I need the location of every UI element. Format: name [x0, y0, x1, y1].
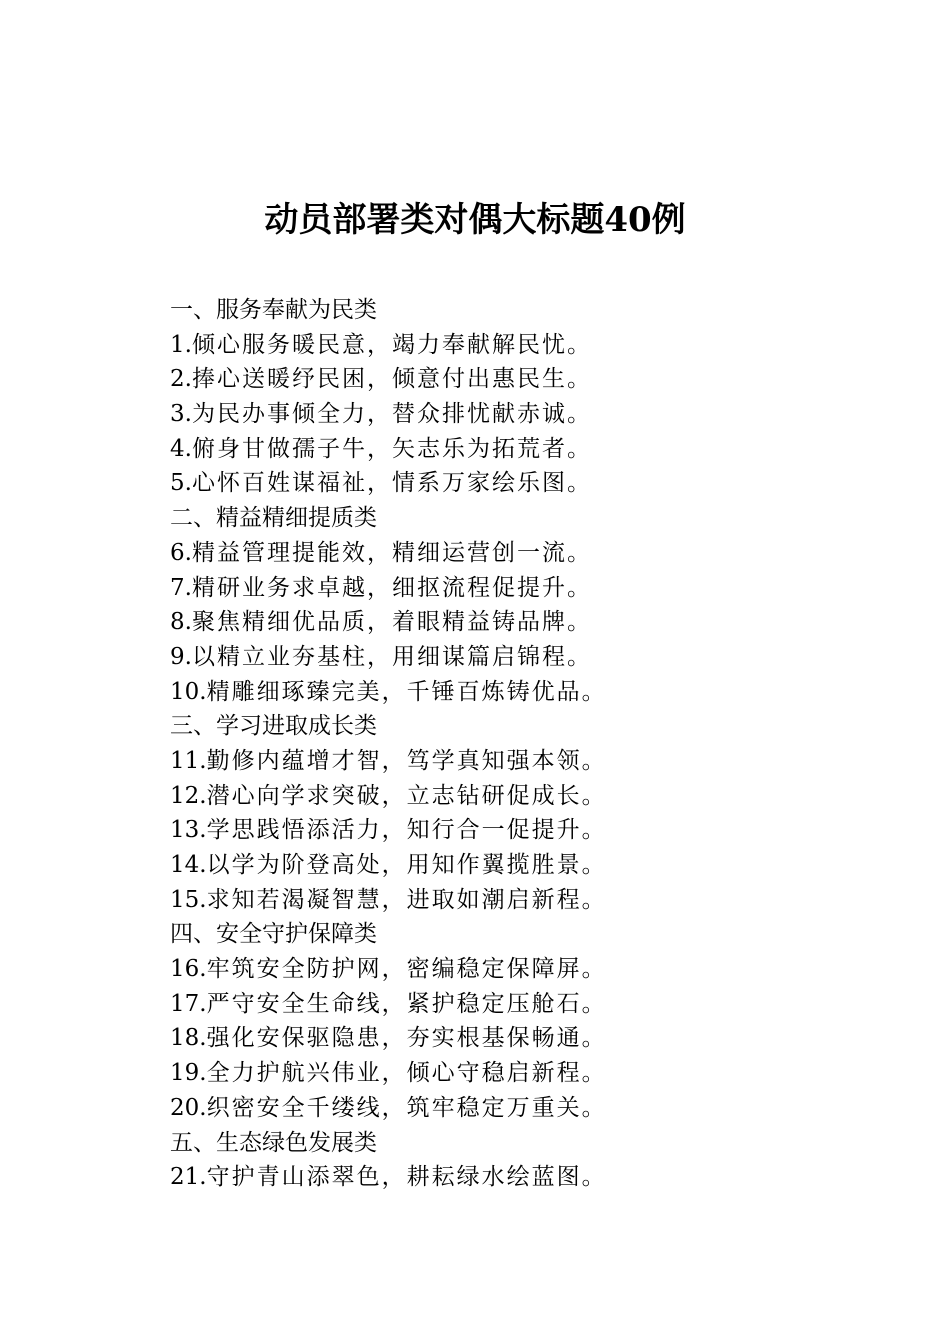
item-text: 以学为阶登高处，用知作翼揽胜景。: [206, 852, 607, 878]
item-text: 心怀百姓谋福祉，情系万家绘乐图。: [191, 470, 592, 497]
section-heading: 五、生态绿色发展类: [170, 1129, 377, 1156]
list-item: [170, 466, 890, 501]
item-number: 10.: [170, 678, 207, 705]
list-item: [170, 675, 890, 710]
item-text: 强化安保驱隐患，夯实根基保畅通。: [206, 1025, 607, 1052]
item-number: 5.: [170, 470, 192, 497]
item-number: 16.: [170, 956, 207, 983]
list-item: [170, 605, 890, 640]
item-number: 14.: [170, 852, 207, 878]
item-text: 学思践悟添活力，知行合一促提升。: [206, 817, 607, 844]
item-text: 牢筑安全防护网，密编稳定保障屏。: [206, 956, 607, 983]
item-text: 聚焦精细优品质，着眼精益铸品牌。: [191, 609, 592, 636]
item-text: 倾心服务暖民意，竭力奉献解民忧。: [191, 331, 592, 358]
list-item: [170, 883, 890, 918]
list-item: [170, 571, 890, 606]
item-number: 11.: [170, 747, 207, 774]
item-number: 6.: [170, 539, 192, 566]
list-item: [170, 1160, 890, 1195]
section-heading: 三、学习进取成长类: [170, 713, 377, 740]
list-item: [170, 779, 890, 814]
list-item: [170, 813, 890, 848]
item-text: 求知若渴凝智慧，进取如潮启新程。: [206, 886, 607, 913]
item-text: 守护青山添翠色，耕耘绿水绘蓝图。: [206, 1164, 607, 1191]
list-item: [170, 362, 890, 397]
item-number: 17.: [170, 990, 207, 1017]
item-number: 12.: [170, 782, 207, 809]
list-item: [170, 952, 890, 987]
list-item: [170, 1056, 890, 1091]
item-text: 织密安全千缕线，筑牢稳定万重关。: [206, 1094, 607, 1121]
list-item: [170, 1021, 890, 1056]
list-item: [170, 536, 890, 571]
item-number: 8.: [170, 609, 192, 636]
item-text: 精研业务求卓越，细抠流程促提升。: [191, 574, 592, 601]
item-text: 俯身甘做孺子牛，矢志乐为拓荒者。: [191, 435, 592, 462]
section-heading: 一、服务奉献为民类: [170, 297, 377, 323]
section-heading: 四、安全守护保障类: [170, 921, 377, 948]
item-number: 15.: [170, 886, 207, 913]
item-text: 捧心送暖纾民困，倾意付出惠民生。: [191, 366, 592, 393]
item-text: 精雕细琢臻完美，千锤百炼铸优品。: [206, 678, 607, 705]
item-number: 13.: [170, 817, 207, 844]
item-number: 9.: [170, 643, 192, 670]
list-item: [170, 328, 890, 363]
item-number: 1.: [170, 331, 192, 358]
item-text: 勤修内蕴增才智，笃学真知强本领。: [206, 747, 607, 774]
list-item: [170, 848, 890, 883]
item-text: 以精立业夯基柱，用细谋篇启锦程。: [191, 643, 592, 670]
list-item: [170, 432, 890, 467]
item-text: 精益管理提能效，精细运营创一流。: [191, 539, 592, 566]
list-item: [170, 640, 890, 675]
item-text: 潜心向学求突破，立志钻研促成长。: [206, 782, 607, 809]
item-number: 4.: [170, 435, 192, 462]
item-number: 21.: [170, 1164, 207, 1191]
list-item: [170, 744, 890, 779]
section-heading: 二、精益精细提质类: [170, 505, 377, 532]
list-item: [170, 1091, 890, 1126]
document-title: 动员部署类对偶大标题40例: [264, 200, 686, 240]
list-item: [170, 987, 890, 1022]
item-number: 18.: [170, 1025, 207, 1052]
item-text: 为民办事倾全力，替众排忧献赤诚。: [191, 401, 592, 428]
item-number: 7.: [170, 574, 192, 601]
item-number: 3.: [170, 401, 192, 428]
item-text: 全力护航兴伟业，倾心守稳启新程。: [206, 1060, 607, 1087]
item-number: 19.: [170, 1060, 207, 1087]
item-number: 20.: [170, 1094, 207, 1121]
item-text: 严守安全生命线，紧护稳定压舱石。: [206, 990, 607, 1017]
document-body: [170, 293, 890, 1195]
list-item: [170, 397, 890, 432]
item-number: 2.: [170, 366, 192, 393]
